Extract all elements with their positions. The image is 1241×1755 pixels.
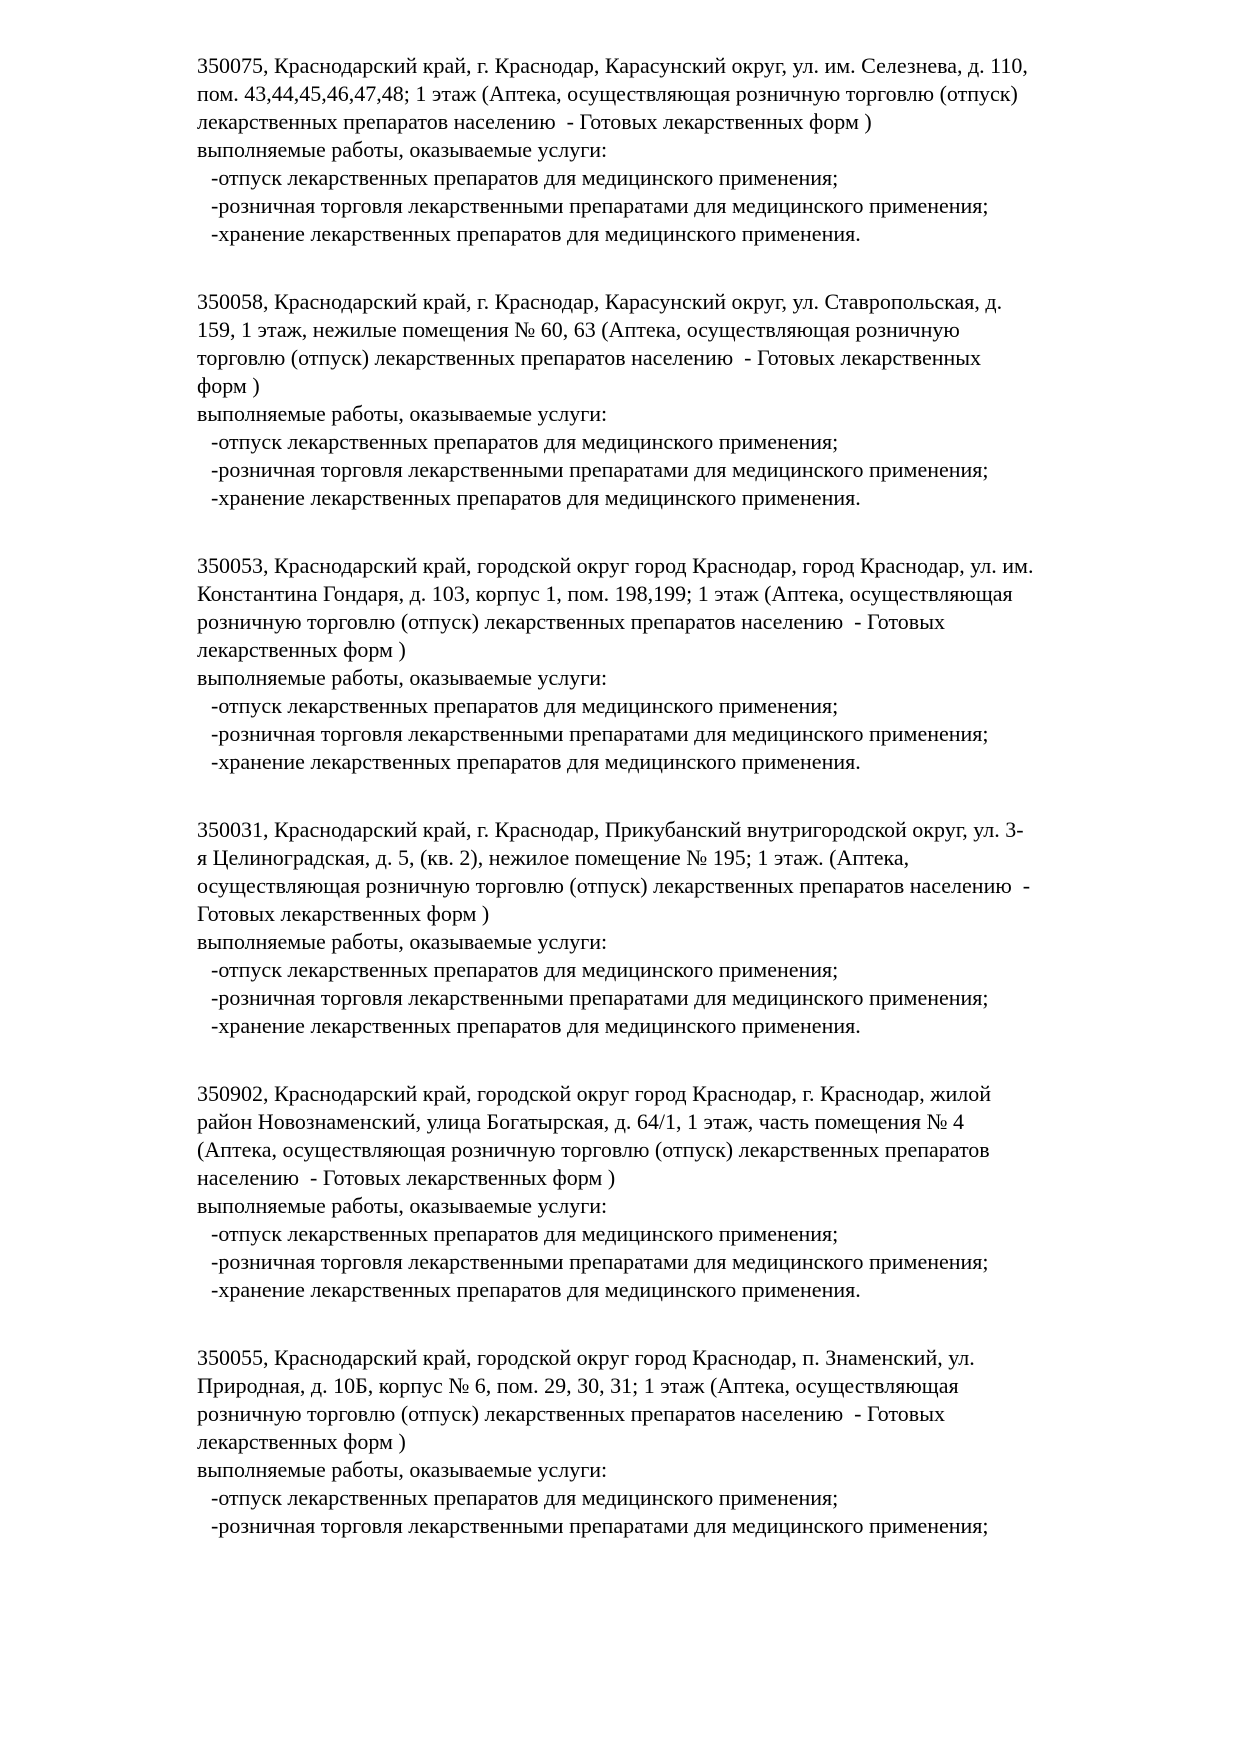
- entry-works-label: выполняемые работы, оказываемые услуги:: [197, 929, 608, 954]
- entry-service-item: -розничная торговля лекарственными препаратами для медицинского применения;: [211, 985, 989, 1010]
- entry-address-line: 350053, Краснодарский край, городской округ город Краснодар, город Краснодар, ул. им.: [197, 553, 1034, 578]
- entry-address-line: 350031, Краснодарский край, г. Краснодар, Прикубанский внутригородской округ, ул. 3-: [197, 817, 1024, 842]
- entry-works-label: выполняемые работы, оказываемые услуги:: [197, 137, 608, 162]
- entry-service-item: -хранение лекарственных препаратов для медицинского применения.: [211, 221, 861, 246]
- entry-address-line: Природная, д. 10Б, корпус № 6, пом. 29, 30, 31; 1 этаж (Аптека, осуществляющая: [197, 1373, 959, 1398]
- entry-works-label: выполняемые работы, оказываемые услуги:: [197, 401, 608, 426]
- entry-service-item: -розничная торговля лекарственными препаратами для медицинского применения;: [211, 1249, 989, 1274]
- entry-service-item: -отпуск лекарственных препаратов для медицинского применения;: [211, 429, 839, 454]
- entry-service-item: -отпуск лекарственных препаратов для медицинского применения;: [211, 1485, 839, 1510]
- entry-service-item: -розничная торговля лекарственными препаратами для медицинского применения;: [211, 457, 989, 482]
- entry-works-label: выполняемые работы, оказываемые услуги:: [197, 665, 608, 690]
- entry-service-item: -отпуск лекарственных препаратов для медицинского применения;: [211, 957, 839, 982]
- entry-service-item: -хранение лекарственных препаратов для медицинского применения.: [211, 485, 861, 510]
- entry-address-line: 350075, Краснодарский край, г. Краснодар, Карасунский округ, ул. им. Селезнева, д. 110,: [197, 53, 1028, 78]
- entry-address-line: лекарственных форм ): [197, 637, 406, 662]
- entry-address-line: розничную торговлю (отпуск) лекарственных препаратов населению - Готовых: [197, 609, 945, 634]
- entry-service-item: -розничная торговля лекарственными препаратами для медицинского применения;: [211, 721, 989, 746]
- entry-service-item: -отпуск лекарственных препаратов для медицинского применения;: [211, 693, 839, 718]
- entry-address-line: район Новознаменский, улица Богатырская, д. 64/1, 1 этаж, часть помещения № 4: [197, 1109, 964, 1134]
- document-body: [197, 52, 1077, 1580]
- entry-address-line: розничную торговлю (отпуск) лекарственных препаратов населению - Готовых: [197, 1401, 945, 1426]
- license-entry: [197, 1080, 1077, 1304]
- entry-address-line: лекарственных препаратов населению - Готовых лекарственных форм ): [197, 109, 872, 134]
- license-entry: [197, 288, 1077, 512]
- entry-address-line: лекарственных форм ): [197, 1429, 406, 1454]
- license-entry: [197, 816, 1077, 1040]
- entry-address-line: Константина Гондаря, д. 103, корпус 1, пом. 198,199; 1 этаж (Аптека, осуществляющая: [197, 581, 1013, 606]
- license-entry: [197, 552, 1077, 776]
- entry-service-item: -хранение лекарственных препаратов для медицинского применения.: [211, 1277, 861, 1302]
- entry-service-item: -отпуск лекарственных препаратов для медицинского применения;: [211, 1221, 839, 1246]
- entry-service-item: -отпуск лекарственных препаратов для медицинского применения;: [211, 165, 839, 190]
- entry-address-line: (Аптека, осуществляющая розничную торговлю (отпуск) лекарственных препаратов: [197, 1137, 990, 1162]
- entry-address-line: торговлю (отпуск) лекарственных препаратов населению - Готовых лекарственных: [197, 345, 982, 370]
- entry-works-label: выполняемые работы, оказываемые услуги:: [197, 1193, 608, 1218]
- license-entry: [197, 52, 1077, 248]
- entry-service-item: -розничная торговля лекарственными препаратами для медицинского применения;: [211, 1513, 989, 1538]
- entry-address-line: 159, 1 этаж, нежилые помещения № 60, 63 (Аптека, осуществляющая розничную: [197, 317, 960, 342]
- entry-address-line: пом. 43,44,45,46,47,48; 1 этаж (Аптека, осуществляющая розничную торговлю (отпуск): [197, 81, 1018, 106]
- entry-address-line: осуществляющая розничную торговлю (отпуск) лекарственных препаратов населению -: [197, 873, 1031, 898]
- entry-service-item: -розничная торговля лекарственными препаратами для медицинского применения;: [211, 193, 989, 218]
- entry-address-line: населению - Готовых лекарственных форм ): [197, 1165, 616, 1190]
- entry-address-line: 350055, Краснодарский край, городской округ город Краснодар, п. Знаменский, ул.: [197, 1345, 975, 1370]
- entry-address-line: форм ): [197, 373, 260, 398]
- license-entry: [197, 1344, 1077, 1540]
- entry-address-line: 350902, Краснодарский край, городской округ город Краснодар, г. Краснодар, жилой: [197, 1081, 991, 1106]
- entry-service-item: -хранение лекарственных препаратов для медицинского применения.: [211, 749, 861, 774]
- entry-address-line: Готовых лекарственных форм ): [197, 901, 490, 926]
- entry-works-label: выполняемые работы, оказываемые услуги:: [197, 1457, 608, 1482]
- entry-address-line: я Целиноградская, д. 5, (кв. 2), нежилое помещение № 195; 1 этаж. (Аптека,: [197, 845, 910, 870]
- entry-address-line: 350058, Краснодарский край, г. Краснодар, Карасунский округ, ул. Ставропольская, д.: [197, 289, 1003, 314]
- entry-service-item: -хранение лекарственных препаратов для медицинского применения.: [211, 1013, 861, 1038]
